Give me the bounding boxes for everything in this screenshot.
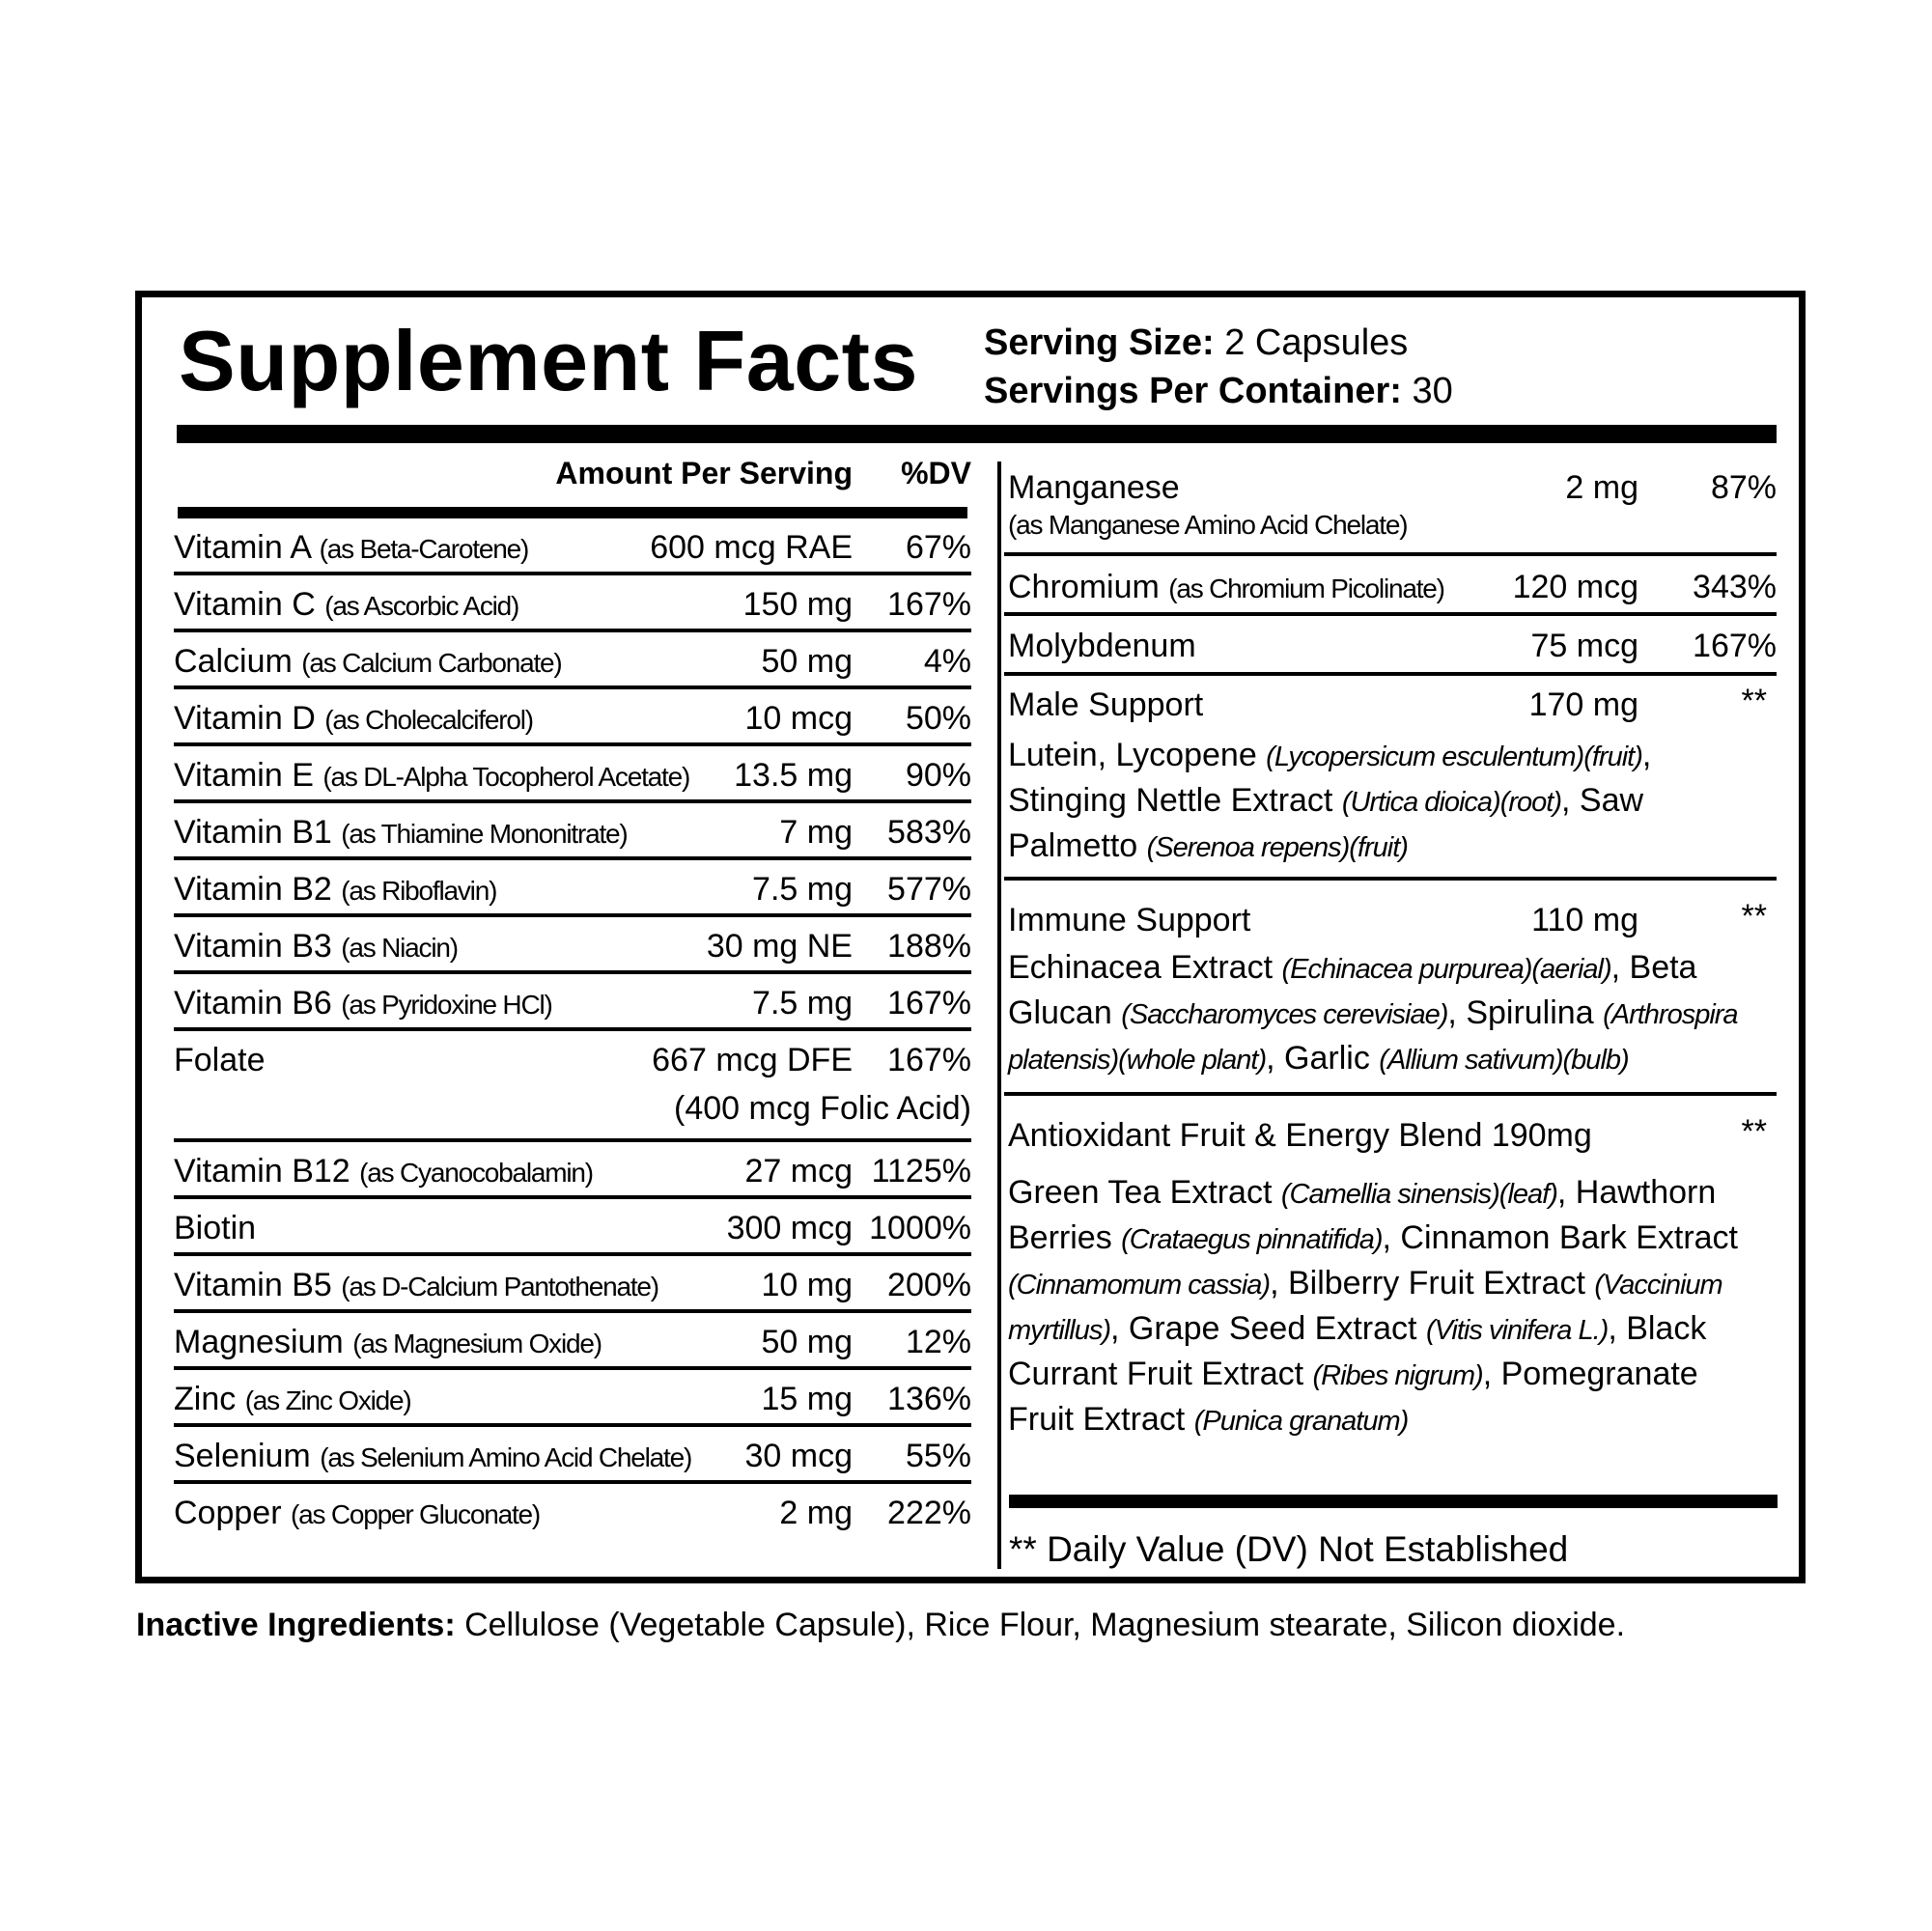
nutrient-row (174, 860, 971, 917)
nutrient-row (174, 632, 971, 689)
nutrient-amount: 50 mg (761, 1324, 853, 1360)
molybdenum-amount: 75 mcg (1530, 628, 1638, 664)
ingredient-text: , Grape Seed Extract (1110, 1310, 1426, 1347)
nutrient-dv: 50% (905, 700, 971, 737)
botanical-source: (Crataegus pinnatifida) (1121, 1224, 1383, 1255)
nutrient-sub-amount: (400 mcg Folic Acid) (674, 1090, 971, 1127)
nutrient-name (174, 925, 458, 969)
nutrient-label: Zinc (174, 1381, 237, 1417)
nutrient-label: Vitamin B5 (174, 1267, 332, 1303)
nutrient-amount: 10 mcg (744, 700, 853, 737)
botanical-source: (Camellia sinensis)(leaf) (1280, 1179, 1557, 1210)
nutrient-name (174, 1150, 593, 1194)
nutrient-dv: 188% (887, 928, 971, 965)
nutrient-row (174, 518, 971, 575)
servings-per-container (984, 367, 1453, 415)
serving-size-label: Serving Size: (984, 322, 1215, 363)
nutrient-dv: 583% (887, 814, 971, 851)
nutrient-source: (as Pyridoxine HCl) (341, 990, 552, 1020)
nutrient-row (174, 803, 971, 860)
nutrient-row (174, 1256, 971, 1313)
ingredient-text: , Saw Palmetto (1008, 782, 1644, 864)
immune-support-ingredients (1008, 946, 1771, 1082)
nutrient-amount: 7.5 mg (752, 985, 853, 1021)
nutrient-name (174, 1492, 540, 1536)
manganese-amount: 2 mg (1565, 469, 1638, 506)
nutrient-source: (as Cholecalciferol) (324, 705, 533, 735)
nutrient-dv: 55% (905, 1438, 971, 1474)
nutrient-amount: 300 mcg (726, 1210, 853, 1246)
nutrient-source: (as Magnesium Oxide) (352, 1329, 602, 1358)
nutrient-row (174, 746, 971, 803)
nutrient-label: Selenium (174, 1438, 311, 1474)
nutrient-name (174, 1435, 691, 1479)
nutrient-dv: 12% (905, 1324, 971, 1360)
nutrient-dv: 167% (887, 985, 971, 1021)
servings-per-container-value: 30 (1401, 371, 1453, 411)
botanical-source: (Saccharomyces cerevisiae) (1121, 999, 1448, 1030)
nutrient-source: (as Niacin) (341, 933, 458, 963)
bottom-divider-bar (1009, 1495, 1778, 1508)
nutrient-amount: 50 mg (761, 643, 853, 680)
nutrient-amount: 10 mg (761, 1267, 853, 1303)
nutrient-label: Copper (174, 1495, 282, 1531)
manganese-source: (as Manganese Amino Acid Chelate) (1008, 510, 1408, 540)
nutrient-source: (as Zinc Oxide) (244, 1385, 411, 1415)
supplement-facts-panel (135, 291, 1806, 1583)
nutrient-amount: 2 mg (779, 1495, 853, 1531)
chromium-label: Chromium (1008, 569, 1160, 605)
immune-support-dv: ** (1741, 898, 1767, 935)
row-divider (1004, 612, 1777, 616)
botanical-source: (Lycopersicum esculentum)(fruit) (1266, 742, 1642, 772)
nutrient-label: Biotin (174, 1210, 257, 1246)
nutrient-table (174, 518, 971, 1541)
nutrient-label: Folate (174, 1042, 266, 1078)
ingredient-text: , Spirulina (1447, 994, 1604, 1031)
male-support-ingredients (1008, 734, 1771, 870)
nutrient-label: Vitamin B6 (174, 985, 332, 1021)
row-divider (1004, 672, 1777, 676)
nutrient-name (174, 1039, 266, 1081)
male-support-dv: ** (1741, 683, 1767, 719)
nutrient-dv: 577% (887, 871, 971, 908)
manganese-name: Manganese (1008, 469, 1180, 506)
nutrient-label: Magnesium (174, 1324, 344, 1360)
nutrient-name (174, 583, 518, 628)
nutrient-dv: 4% (923, 643, 971, 680)
nutrient-dv: 1000% (869, 1210, 971, 1246)
nutrient-amount: 15 mg (761, 1381, 853, 1417)
nutrient-row (174, 917, 971, 974)
immune-support-amount: 110 mg (1531, 902, 1638, 938)
nutrient-name (174, 982, 552, 1026)
chromium-name (1008, 566, 1444, 610)
nutrient-source: (as Calcium Carbonate) (301, 648, 562, 678)
nutrient-source: (as Copper Gluconate) (290, 1499, 541, 1529)
top-divider-bar (177, 425, 1777, 443)
botanical-source: (Allium sativum)(bulb) (1379, 1045, 1629, 1076)
nutrient-source: (as Cyanocobalamin) (359, 1158, 593, 1188)
botanical-source: (Serenoa repens)(fruit) (1146, 832, 1408, 863)
male-support-name: Male Support (1008, 686, 1204, 723)
nutrient-row (174, 1370, 971, 1427)
nutrient-amount: 7 mg (779, 814, 853, 851)
nutrient-dv: 90% (905, 757, 971, 794)
nutrient-name (174, 868, 496, 912)
chromium-source: (as Chromium Picolinate) (1168, 574, 1444, 603)
chromium-amount: 120 mcg (1512, 569, 1638, 605)
nutrient-dv: 222% (887, 1495, 971, 1531)
manganese-dv: 87% (1710, 469, 1777, 506)
ingredient-text: , Bilberry Fruit Extract (1270, 1265, 1595, 1301)
nutrient-name (174, 1378, 411, 1422)
nutrient-amount: 13.5 mg (734, 757, 853, 794)
botanical-source: (Cinnamomum cassia) (1008, 1270, 1271, 1301)
row-divider (1004, 877, 1777, 881)
serving-size (984, 319, 1453, 367)
nutrient-dv: 136% (887, 1381, 971, 1417)
botanical-source: (Urtica dioica)(root) (1341, 787, 1561, 818)
ingredient-text: Echinacea Extract (1008, 949, 1282, 986)
ingredient-text: Lutein, Lycopene (1008, 737, 1267, 773)
row-divider (1004, 552, 1777, 556)
nutrient-name (174, 811, 628, 855)
nutrient-row (174, 575, 971, 632)
nutrient-row (174, 1484, 971, 1541)
nutrient-dv: 200% (887, 1267, 971, 1303)
amount-per-serving-header: Amount Per Serving (555, 456, 853, 490)
nutrient-amount: 27 mcg (744, 1153, 853, 1189)
botanical-source: (Punica granatum) (1193, 1406, 1409, 1437)
nutrient-source: (as Thiamine Mononitrate) (341, 819, 628, 849)
nutrient-row (174, 1427, 971, 1484)
nutrient-source: (as Riboflavin) (341, 876, 497, 906)
ingredient-text: , Beta Glucan (1008, 949, 1697, 1031)
nutrient-name (174, 1264, 658, 1308)
nutrient-row (174, 1142, 971, 1199)
nutrient-amount: 150 mg (742, 586, 853, 623)
nutrient-source: (as Beta-Carotene) (319, 534, 529, 564)
dv-header: %DV (901, 456, 971, 490)
botanical-source: (Vaccinium myrtillus) (1008, 1270, 1722, 1346)
row-divider (1004, 1092, 1777, 1096)
nutrient-row (174, 689, 971, 746)
nutrient-dv: 1125% (871, 1153, 971, 1189)
nutrient-name (174, 754, 689, 798)
botanical-source: (Arthrospira platensis)(whole plant) (1008, 999, 1738, 1076)
nutrient-amount: 7.5 mg (752, 871, 853, 908)
dv-footnote: ** Daily Value (DV) Not Established (1009, 1529, 1569, 1569)
ingredient-text: Green Tea Extract (1008, 1174, 1281, 1211)
molybdenum-dv: 167% (1693, 628, 1777, 664)
nutrient-amount: 30 mcg (744, 1438, 853, 1474)
nutrient-row (174, 1313, 971, 1370)
nutrient-dv: 167% (887, 1042, 971, 1078)
nutrient-source: (as Selenium Amino Acid Chelate) (320, 1442, 692, 1472)
botanical-source: (Ribes nigrum) (1312, 1360, 1483, 1391)
nutrient-dv: 167% (887, 586, 971, 623)
nutrient-source: (as Ascorbic Acid) (324, 591, 519, 621)
nutrient-label: Vitamin B3 (174, 928, 332, 965)
antioxidant-blend-name: Antioxidant Fruit & Energy Blend 190mg (1008, 1117, 1592, 1154)
botanical-source: (Echinacea purpurea)(aerial) (1281, 954, 1611, 985)
ingredient-text: , Black Currant Fruit Extract (1008, 1310, 1707, 1392)
nutrient-row (174, 974, 971, 1031)
nutrient-name (174, 526, 528, 571)
column-divider (997, 462, 1001, 1569)
inactive-ingredients (136, 1607, 1625, 1644)
antioxidant-blend-ingredients (1008, 1171, 1771, 1443)
header-divider-bar (178, 507, 967, 518)
nutrient-name (174, 1207, 256, 1249)
nutrient-label: Vitamin E (174, 757, 314, 794)
nutrient-row (174, 1031, 971, 1142)
molybdenum-name: Molybdenum (1008, 628, 1196, 664)
serving-info (984, 319, 1453, 415)
serving-size-value: 2 Capsules (1214, 322, 1409, 363)
chromium-dv: 343% (1693, 569, 1777, 605)
nutrient-label: Vitamin C (174, 586, 316, 623)
ingredient-text: , Pomegranate Fruit Extract (1008, 1356, 1698, 1438)
nutrient-name (174, 1321, 602, 1365)
ingredient-text: , Cinnamon Bark Extract (1382, 1219, 1739, 1256)
nutrient-source: (as D-Calcium Pantothenate) (341, 1272, 658, 1301)
antioxidant-blend-dv: ** (1741, 1113, 1767, 1150)
nutrient-label: Vitamin A (174, 529, 311, 566)
nutrient-label: Vitamin D (174, 700, 316, 737)
nutrient-amount: 600 mcg RAE (650, 529, 853, 566)
nutrient-source: (as DL-Alpha Tocopherol Acetate) (322, 762, 690, 792)
nutrient-label: Vitamin B2 (174, 871, 332, 908)
male-support-amount: 170 mg (1528, 686, 1638, 723)
servings-per-container-label: Servings Per Container: (984, 371, 1402, 411)
botanical-source: (Vitis vinifera L.) (1425, 1315, 1609, 1346)
nutrient-dv: 67% (905, 529, 971, 566)
nutrient-label: Vitamin B12 (174, 1153, 350, 1189)
nutrient-name (174, 697, 533, 742)
ingredient-text: , Hawthorn Berries (1008, 1174, 1717, 1256)
inactive-ingredients-text: Cellulose (Vegetable Capsule), Rice Flour, Magnesium stearate, Silicon dioxide. (455, 1607, 1626, 1643)
nutrient-name (174, 640, 562, 685)
inactive-ingredients-label: Inactive Ingredients: (136, 1607, 456, 1643)
nutrient-label: Vitamin B1 (174, 814, 332, 851)
nutrient-amount: 30 mg NE (706, 928, 853, 965)
ingredient-text: , Stinging Nettle Extract (1008, 737, 1652, 819)
nutrient-amount: 667 mcg DFE (652, 1042, 853, 1078)
nutrient-label: Calcium (174, 643, 293, 680)
panel-title: Supplement Facts (179, 313, 918, 408)
ingredient-text: , Garlic (1266, 1040, 1380, 1077)
nutrient-row (174, 1199, 971, 1256)
immune-support-name: Immune Support (1008, 902, 1251, 938)
